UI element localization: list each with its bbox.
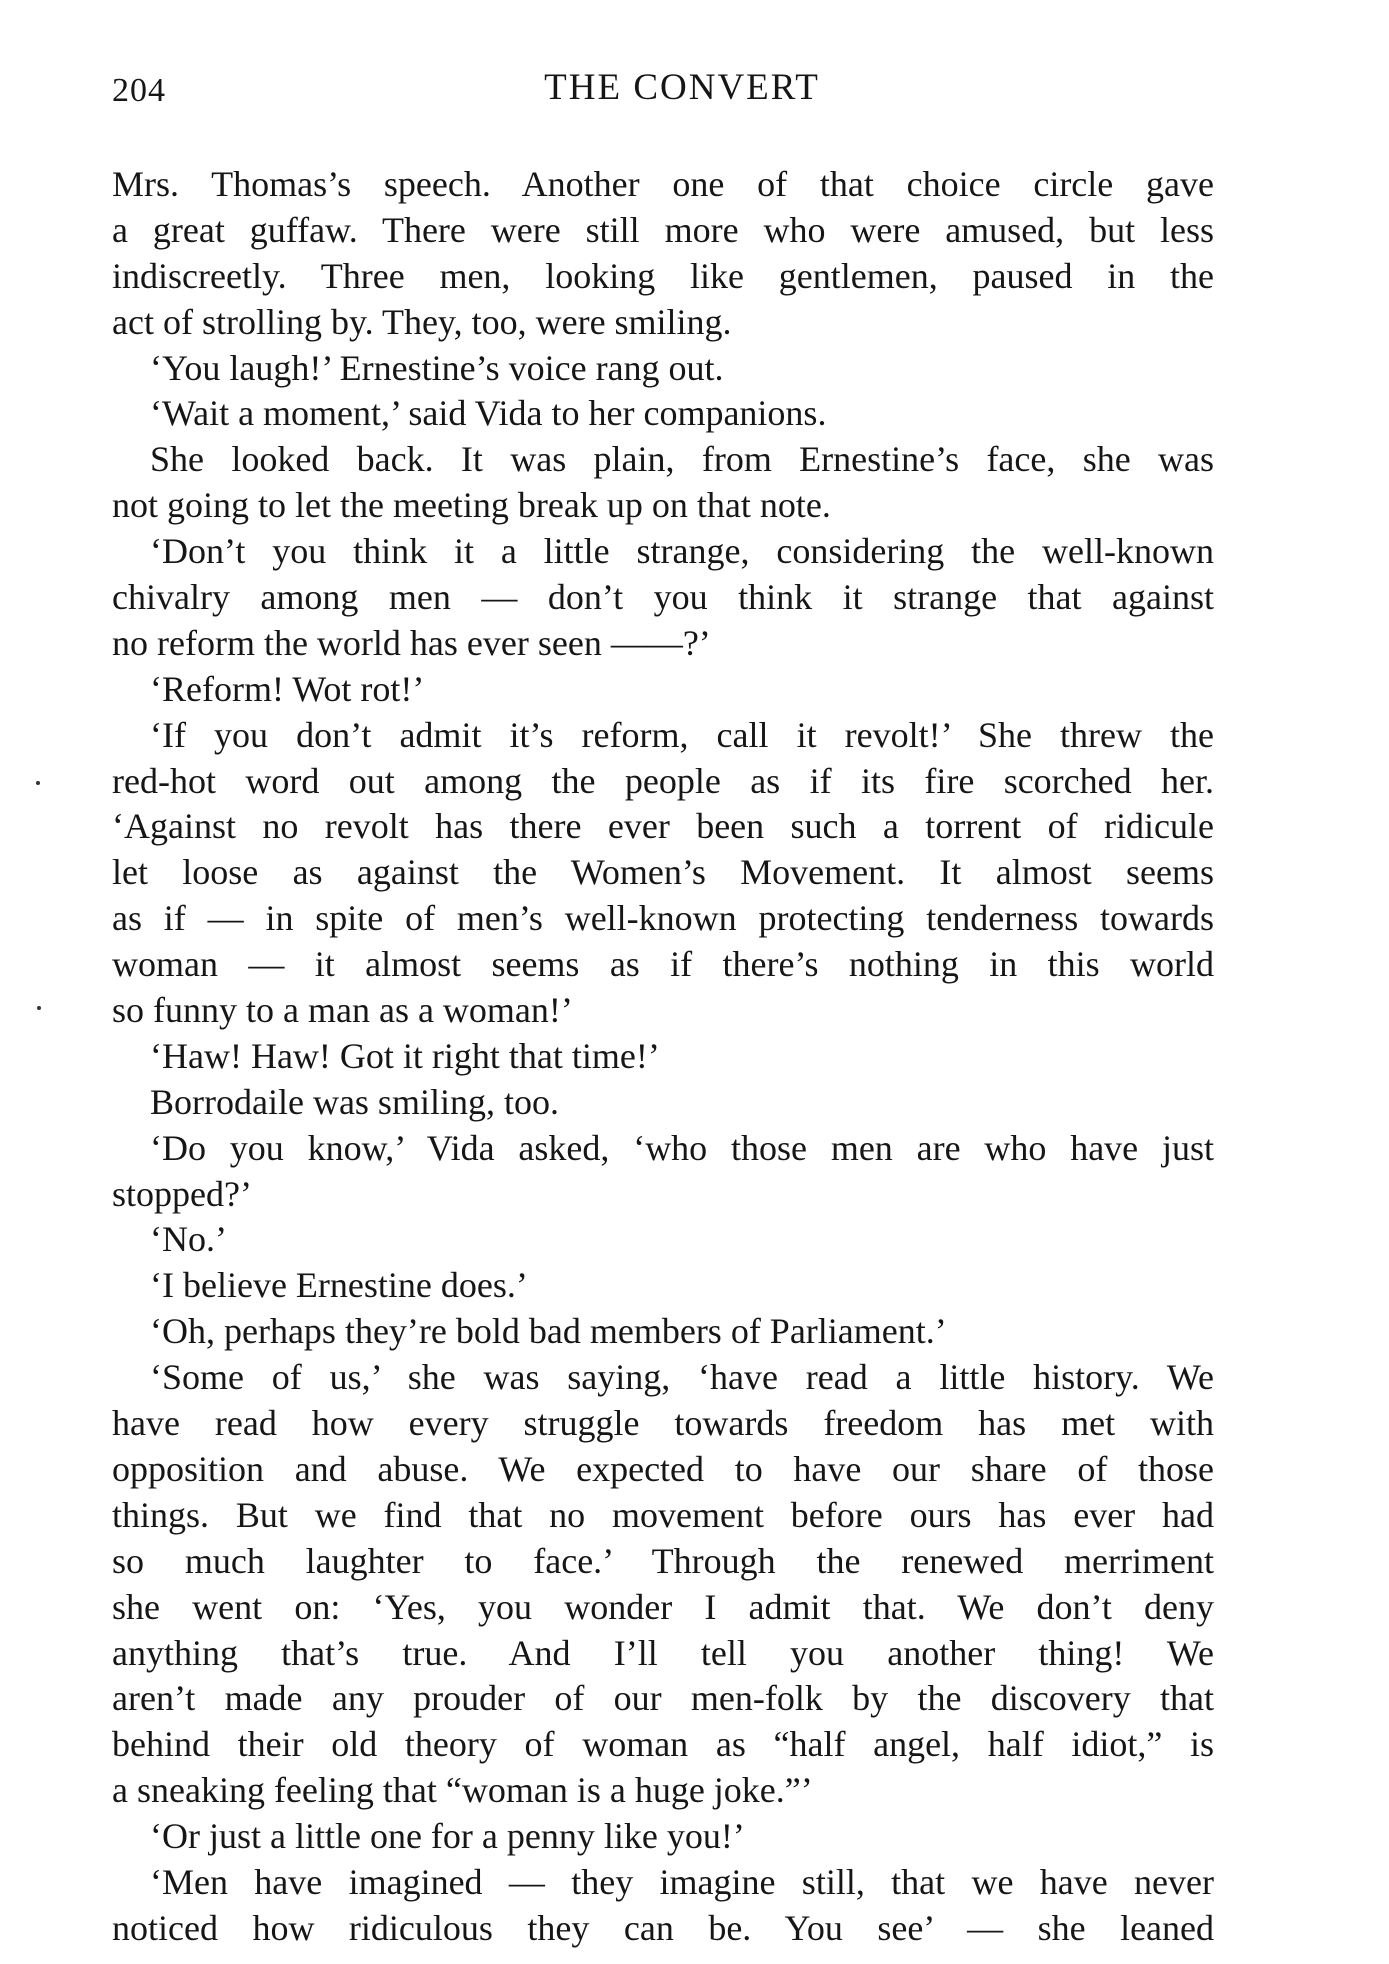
- text-line: opposition and abuse. We expected to have our share of those: [112, 1448, 1214, 1489]
- margin-speck: [37, 1006, 41, 1010]
- text-line: ‘No.’: [150, 1219, 227, 1260]
- text-line: anything that’s true. And I’ll tell you another thing! We: [112, 1632, 1214, 1673]
- text-line: ‘I believe Ernestine does.’: [150, 1265, 528, 1306]
- text-line: behind their old theory of woman as “half angel, half idiot,” is: [112, 1724, 1214, 1765]
- text-line: a sneaking feeling that “woman is a huge joke.”’: [112, 1770, 813, 1811]
- text-line: she went on: ‘Yes, you wonder I admit that. We don’t deny: [112, 1586, 1214, 1627]
- text-line: as if — in spite of men’s well-known protecting tenderness towards: [112, 898, 1214, 939]
- margin-speck: [36, 781, 40, 785]
- text-line: ‘Against no revolt has there ever been such a torrent of ridicule: [112, 806, 1214, 847]
- text-line: ‘Or just a little one for a penny like you!’: [150, 1816, 745, 1857]
- text-line: stopped?’: [112, 1173, 252, 1214]
- text-line: no reform the world has ever seen ——?’: [112, 622, 711, 663]
- text-line: ‘Do you know,’ Vida asked, ‘who those men are who have just: [150, 1127, 1214, 1168]
- text-line: She looked back. It was plain, from Ernestine’s face, she was: [150, 439, 1214, 480]
- text-line: ‘Reform! Wot rot!’: [150, 668, 425, 709]
- text-line: so funny to a man as a woman!’: [112, 990, 573, 1031]
- text-line: Borrodaile was smiling, too.: [150, 1081, 559, 1122]
- running-title: THE CONVERT: [544, 67, 820, 108]
- text-line: ‘You laugh!’ Ernestine’s voice rang out.: [150, 347, 724, 388]
- body-text: [112, 162, 1214, 1952]
- text-line: ‘Men have imagined — they imagine still, that we have never: [150, 1861, 1214, 1902]
- text-line: aren’t made any prouder of our men-folk by the discovery that: [112, 1678, 1214, 1719]
- text-line: let loose as against the Women’s Movement. It almost seems: [112, 852, 1214, 893]
- text-line: ‘If you don’t admit it’s reform, call it revolt!’ She threw the: [150, 714, 1214, 755]
- text-line: so much laughter to face.’ Through the renewed merriment: [112, 1540, 1214, 1581]
- text-line: things. But we find that no movement before ours has ever had: [112, 1494, 1214, 1535]
- text-line: indiscreetly. Three men, looking like gentlemen, paused in the: [112, 255, 1214, 296]
- text-line: have read how every struggle towards freedom has met with: [112, 1403, 1214, 1444]
- text-line: not going to let the meeting break up on that note.: [112, 485, 831, 526]
- text-line: act of strolling by. They, too, were smiling.: [112, 301, 732, 342]
- text-line: chivalry among men — don’t you think it strange that against: [112, 577, 1214, 618]
- text-line: red-hot word out among the people as if its fire scorched her.: [112, 760, 1214, 801]
- text-line: ‘Oh, perhaps they’re bold bad members of Parliament.’: [150, 1311, 947, 1352]
- page-header: [112, 62, 1212, 122]
- text-line: ‘Wait a moment,’ said Vida to her companions.: [150, 393, 827, 434]
- page-number: 204: [112, 72, 166, 109]
- text-line: a great guffaw. There were still more who were amused, but less: [112, 209, 1214, 250]
- text-line: ‘Haw! Haw! Got it right that time!’: [150, 1035, 660, 1076]
- text-line: ‘Don’t you think it a little strange, considering the well-known: [150, 531, 1214, 572]
- text-line: ‘Some of us,’ she was saying, ‘have read a little history. We: [150, 1357, 1214, 1398]
- text-line: noticed how ridiculous they can be. You see’ — she leaned: [112, 1907, 1214, 1948]
- text-line: woman — it almost seems as if there’s nothing in this world: [112, 944, 1214, 985]
- text-line: Mrs. Thomas’s speech. Another one of that choice circle gave: [112, 164, 1214, 204]
